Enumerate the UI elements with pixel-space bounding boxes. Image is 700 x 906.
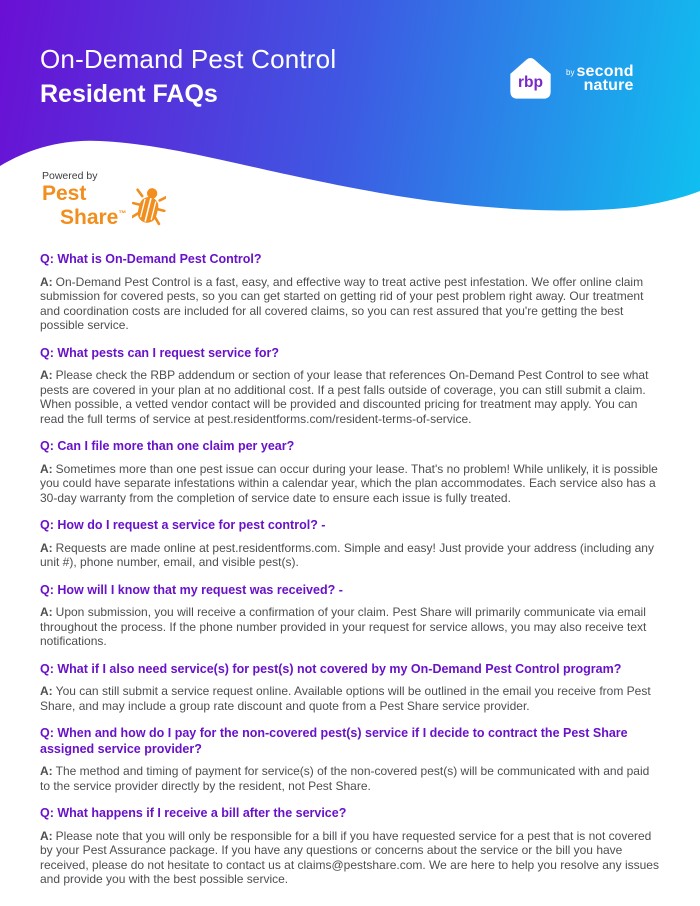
pestshare-logo [42,184,166,228]
faq-answer-text: Please note that you will only be responsible for a bill if you have requested service for a pest that is not covered by your Pest Assurance package. If you have any questions or concerns about the service or the bill you have received, please do not hesitate to contact us at claims@pestshare.com. We are here to help you resolve any issues and provide you with the best possible service. [40,828,659,886]
faq-item [40,518,662,570]
faq-question: Q: When and how do I pay for the non-covered pest(s) service if I decide to contract the Pest Share assigned service provider? [40,726,628,756]
byline-nature: nature [583,76,634,94]
faq-item [40,726,662,793]
faq-answer [40,275,662,333]
powered-by-label: Powered by [42,170,98,182]
faq-answer-text: Requests are made online at pest.residentforms.com. Simple and easy! Just provide your address (including any unit #), phone number, email, and visible pest(s). [40,540,654,569]
faq-answer [40,541,662,570]
faq-answer-text: You can still submit a service request online. Available options will be outlined in the email you receive from Pest Share, and may include a group rate discount and quote from a Pest Share service provider. [40,684,651,713]
faq-item [40,583,662,649]
faq-question: Q: How do I request a service for pest control? - [40,518,326,532]
faq-answer [40,605,662,649]
rbp-logo-icon [503,50,558,107]
faq-question: Q: What pests can I request service for? [40,345,279,360]
faq-question: Q: Can I file more than one claim per year? [40,439,295,453]
header-titles [40,42,336,112]
rbp-logo-text: rbp [517,73,544,91]
byline-second: second [576,62,634,80]
second-nature-wordmark [566,62,634,94]
document-title: On-Demand Pest Control [40,44,337,74]
faq-question: Q: How will I know that my request was received? - [40,582,343,597]
document-subtitle: Resident FAQs [40,80,218,108]
faq-answer-label: A: [40,828,53,843]
faq-question: Q: What happens if I receive a bill after the service? [40,806,347,820]
faq-answer-label: A: [40,274,53,289]
faq-answer-text: Upon submission, you will receive a confirmation of your claim. Pest Share will primarily communicate via email throughout the process. If the phone number provided in your request for service allows, you may also receive text notifications. [40,605,647,648]
faq-answer-label: A: [40,368,53,382]
faq-answer [40,764,662,793]
faq-item [40,346,662,427]
faq-answer [40,684,662,713]
faq-answer-label: A: [40,684,53,698]
faq-answer-label: A: [40,540,53,555]
faq-answer-text: Please check the RBP addendum or section of your lease that references On-Demand Pest Control to see what pests are covered in your plan at no additional cost. If a pest falls outside of coverage, you can still submit a claim. When possible, a vetted vendor contact will be provided and discounted pricing for treatment may apply. You can read the full terms of service at pest.residentforms.com/resident-terms-of-service. [40,368,649,426]
faq-answer-text: Sometimes more than one pest issue can occur during your lease. That's no problem! While unlikely, it is possible you could have separate infestations within a calendar year, which the plan accommodates. Each service also has a 30-day warranty from the completion of service date to ensure each issue is fully treated. [40,461,658,505]
brand-lockup [503,50,634,107]
faq-answer [40,462,662,506]
pestshare-word-pest: Pest [42,182,87,205]
faq-answer-label: A: [40,461,53,476]
faq-item [40,662,662,714]
faq-question: Q: What if I also need service(s) for pest(s) not covered by my On-Demand Pest Control program? [40,661,622,676]
faq-answer [40,368,662,426]
faq-answer-text: The method and timing of payment for service(s) of the non-covered pest(s) will be communicated with and paid to the service provider directly by the resident, not Pest Share. [40,764,650,793]
faq-content [0,240,700,887]
faq-answer [40,829,662,887]
faq-answer-label: A: [40,605,53,619]
faq-answer-label: A: [40,764,53,778]
powered-by-block [42,170,166,228]
faq-item [40,252,662,333]
faq-answer-text: On-Demand Pest Control is a fast, easy, and effective way to treat active pest infestation. We offer online claim submission for covered pests, so you can get started on getting rid of your pest problem right away. Our treatment and coordination costs are included for all covered claims, so you can rest assured that you're getting the best possible service. [40,274,644,332]
byline-by: by [566,67,575,77]
trademark-symbol: ™ [118,209,127,218]
faq-item [40,806,662,887]
faq-question: Q: What is On-Demand Pest Control? [40,252,262,266]
beetle-icon [132,186,166,226]
faq-item [40,439,662,505]
pestshare-word-share: Share™ [60,206,127,229]
